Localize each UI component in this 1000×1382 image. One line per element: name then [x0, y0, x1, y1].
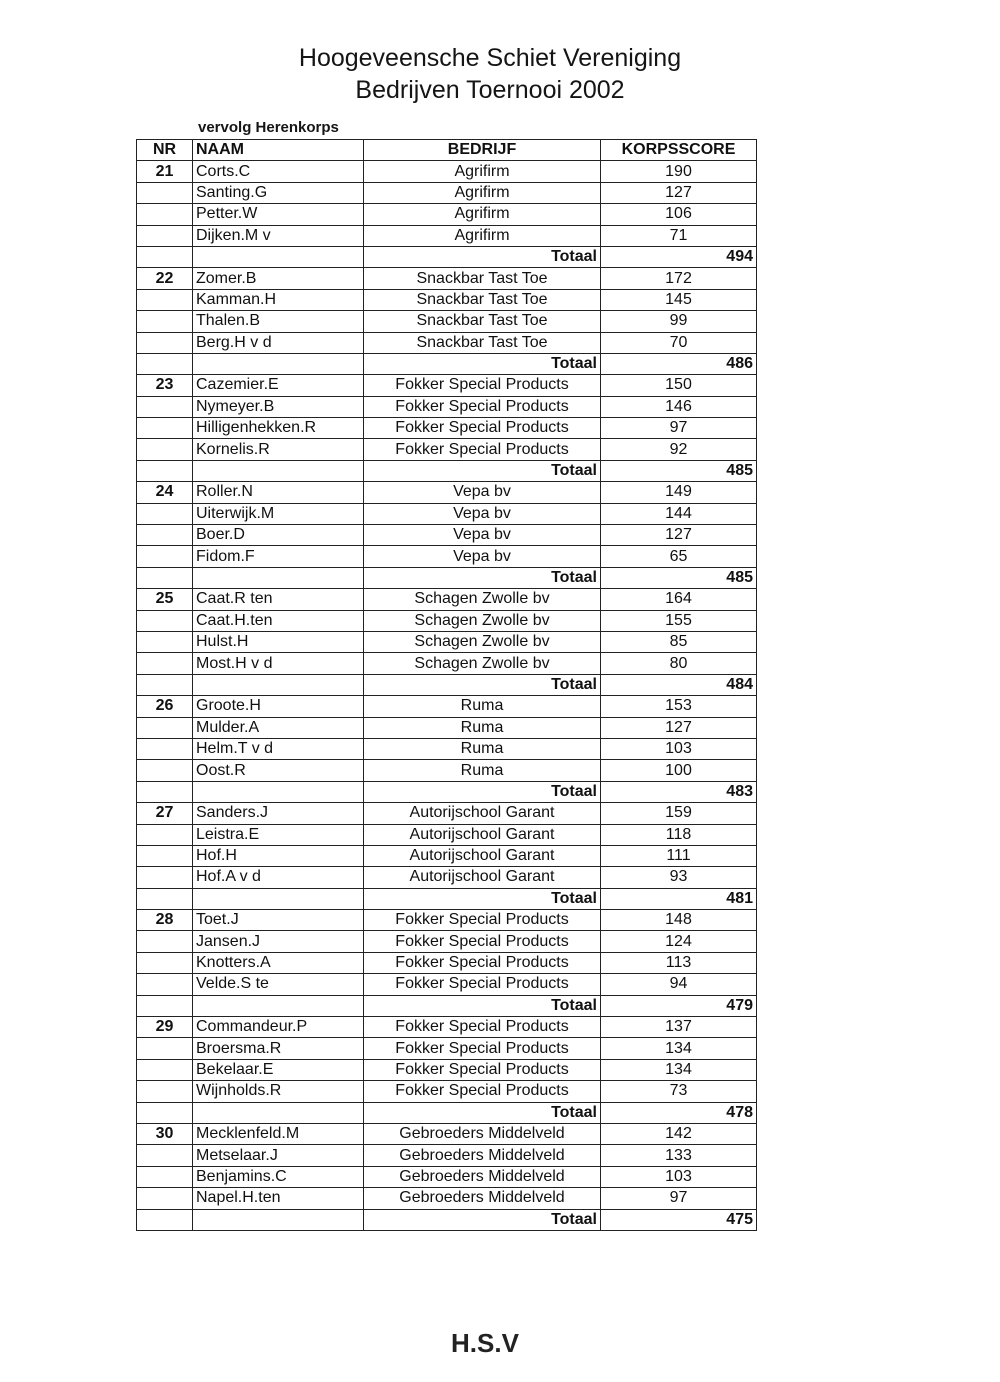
member-name-cell: Petter.W	[193, 204, 364, 225]
team-number-cell	[137, 225, 193, 246]
table-row	[137, 696, 757, 717]
table-row	[137, 482, 757, 503]
table-row	[137, 161, 757, 182]
team-number-cell	[137, 931, 193, 952]
table-row	[137, 952, 757, 973]
total-value: 485	[601, 460, 757, 481]
total-value: 478	[601, 1102, 757, 1123]
table-row	[137, 867, 757, 888]
member-name-cell: Kornelis.R	[193, 439, 364, 460]
company-cell: Vepa bv	[364, 503, 601, 524]
member-name-cell: Groote.H	[193, 696, 364, 717]
table-row	[137, 268, 757, 289]
team-number-cell: 30	[137, 1123, 193, 1144]
empty-cell	[193, 674, 364, 695]
page-title: Hoogeveensche Schiet Vereniging	[298, 44, 682, 72]
column-header-bedrijf: BEDRIJF	[364, 140, 601, 161]
total-label: Totaal	[364, 888, 601, 909]
score-cell: 134	[601, 1038, 757, 1059]
table-row	[137, 589, 757, 610]
member-name-cell: Toet.J	[193, 910, 364, 931]
company-cell: Schagen Zwolle bv	[364, 653, 601, 674]
team-number-cell	[137, 1145, 193, 1166]
team-number-cell	[137, 952, 193, 973]
team-number-cell	[137, 653, 193, 674]
team-number-cell: 26	[137, 696, 193, 717]
team-number-cell	[137, 439, 193, 460]
empty-cell	[137, 781, 193, 802]
table-row	[137, 1017, 757, 1038]
team-number-cell	[137, 867, 193, 888]
company-cell: Snackbar Tast Toe	[364, 268, 601, 289]
company-cell: Snackbar Tast Toe	[364, 289, 601, 310]
table-row	[137, 503, 757, 524]
column-header-nr: NR	[137, 140, 193, 161]
score-cell: 127	[601, 525, 757, 546]
team-number-cell	[137, 503, 193, 524]
table-row	[137, 311, 757, 332]
company-cell: Autorijschool Garant	[364, 803, 601, 824]
table-row	[137, 1145, 757, 1166]
company-cell: Vepa bv	[364, 546, 601, 567]
team-number-cell	[137, 738, 193, 759]
member-name-cell: Broersma.R	[193, 1038, 364, 1059]
total-label: Totaal	[364, 246, 601, 267]
total-label: Totaal	[364, 995, 601, 1016]
empty-cell	[193, 460, 364, 481]
column-header-naam: NAAM	[193, 140, 364, 161]
member-name-cell: Commandeur.P	[193, 1017, 364, 1038]
total-label: Totaal	[364, 781, 601, 802]
score-cell: 146	[601, 396, 757, 417]
table-row	[137, 717, 757, 738]
total-value: 475	[601, 1209, 757, 1230]
company-cell: Gebroeders Middelveld	[364, 1145, 601, 1166]
team-number-cell	[137, 610, 193, 631]
company-cell: Vepa bv	[364, 482, 601, 503]
empty-cell	[193, 1209, 364, 1230]
member-name-cell: Helm.T v d	[193, 738, 364, 759]
member-name-cell: Uiterwijk.M	[193, 503, 364, 524]
total-row	[137, 888, 757, 909]
total-value: 486	[601, 353, 757, 374]
total-label: Totaal	[364, 674, 601, 695]
total-value: 484	[601, 674, 757, 695]
score-cell: 145	[601, 289, 757, 310]
total-row	[137, 674, 757, 695]
member-name-cell: Kamman.H	[193, 289, 364, 310]
team-number-cell	[137, 717, 193, 738]
total-label: Totaal	[364, 1102, 601, 1123]
member-name-cell: Santing.G	[193, 182, 364, 203]
company-cell: Schagen Zwolle bv	[364, 610, 601, 631]
company-cell: Fokker Special Products	[364, 1038, 601, 1059]
score-cell: 80	[601, 653, 757, 674]
column-header-korpsscore: KORPSSCORE	[601, 140, 757, 161]
member-name-cell: Most.H v d	[193, 653, 364, 674]
score-cell: 93	[601, 867, 757, 888]
member-name-cell: Hilligenhekken.R	[193, 418, 364, 439]
company-cell: Snackbar Tast Toe	[364, 332, 601, 353]
table-row	[137, 375, 757, 396]
score-cell: 134	[601, 1059, 757, 1080]
score-cell: 148	[601, 910, 757, 931]
company-cell: Gebroeders Middelveld	[364, 1166, 601, 1187]
table-row	[137, 332, 757, 353]
team-number-cell	[137, 204, 193, 225]
score-cell: 172	[601, 268, 757, 289]
empty-cell	[137, 1209, 193, 1230]
company-cell: Fokker Special Products	[364, 396, 601, 417]
table-row	[137, 1059, 757, 1080]
score-cell: 127	[601, 182, 757, 203]
score-cell: 153	[601, 696, 757, 717]
team-number-cell	[137, 546, 193, 567]
score-cell: 124	[601, 931, 757, 952]
score-cell: 97	[601, 418, 757, 439]
member-name-cell: Mecklenfeld.M	[193, 1123, 364, 1144]
company-cell: Vepa bv	[364, 525, 601, 546]
total-row	[137, 781, 757, 802]
member-name-cell: Boer.D	[193, 525, 364, 546]
total-value: 481	[601, 888, 757, 909]
score-cell: 118	[601, 824, 757, 845]
total-row	[137, 1209, 757, 1230]
table-row	[137, 845, 757, 866]
company-cell: Ruma	[364, 717, 601, 738]
score-cell: 103	[601, 738, 757, 759]
table-body	[137, 161, 757, 1231]
team-number-cell: 24	[137, 482, 193, 503]
score-cell: 137	[601, 1017, 757, 1038]
team-number-cell	[137, 845, 193, 866]
footer-mark: H.S.V	[451, 1328, 519, 1358]
section-label: vervolg Herenkorps	[198, 119, 339, 136]
company-cell: Fokker Special Products	[364, 952, 601, 973]
member-name-cell: Knotters.A	[193, 952, 364, 973]
member-name-cell: Fidom.F	[193, 546, 364, 567]
member-name-cell: Cazemier.E	[193, 375, 364, 396]
empty-cell	[193, 246, 364, 267]
company-cell: Schagen Zwolle bv	[364, 631, 601, 652]
table-row	[137, 738, 757, 759]
score-cell: 127	[601, 717, 757, 738]
empty-cell	[137, 888, 193, 909]
table-row	[137, 760, 757, 781]
member-name-cell: Sanders.J	[193, 803, 364, 824]
member-name-cell: Wijnholds.R	[193, 1081, 364, 1102]
member-name-cell: Leistra.E	[193, 824, 364, 845]
member-name-cell: Corts.C	[193, 161, 364, 182]
table-row	[137, 439, 757, 460]
member-name-cell: Jansen.J	[193, 931, 364, 952]
total-value: 479	[601, 995, 757, 1016]
table-row	[137, 182, 757, 203]
table-row	[137, 525, 757, 546]
score-cell: 103	[601, 1166, 757, 1187]
team-number-cell: 23	[137, 375, 193, 396]
table-row	[137, 803, 757, 824]
total-label: Totaal	[364, 460, 601, 481]
company-cell: Ruma	[364, 738, 601, 759]
company-cell: Schagen Zwolle bv	[364, 589, 601, 610]
scores-table	[136, 139, 757, 1231]
table-row	[137, 546, 757, 567]
company-cell: Fokker Special Products	[364, 418, 601, 439]
team-number-cell: 22	[137, 268, 193, 289]
team-number-cell	[137, 760, 193, 781]
empty-cell	[137, 995, 193, 1016]
table-row	[137, 974, 757, 995]
empty-cell	[137, 674, 193, 695]
team-number-cell	[137, 1059, 193, 1080]
score-cell: 113	[601, 952, 757, 973]
member-name-cell: Roller.N	[193, 482, 364, 503]
total-value: 483	[601, 781, 757, 802]
member-name-cell: Mulder.A	[193, 717, 364, 738]
company-cell: Fokker Special Products	[364, 931, 601, 952]
total-row	[137, 460, 757, 481]
table-row	[137, 610, 757, 631]
member-name-cell: Dijken.M v	[193, 225, 364, 246]
team-number-cell	[137, 525, 193, 546]
member-name-cell: Oost.R	[193, 760, 364, 781]
company-cell: Ruma	[364, 696, 601, 717]
team-number-cell: 29	[137, 1017, 193, 1038]
member-name-cell: Bekelaar.E	[193, 1059, 364, 1080]
empty-cell	[193, 567, 364, 588]
table-row	[137, 824, 757, 845]
table-row	[137, 204, 757, 225]
table-header-row	[137, 140, 757, 161]
empty-cell	[193, 995, 364, 1016]
member-name-cell: Caat.R ten	[193, 589, 364, 610]
score-cell: 144	[601, 503, 757, 524]
score-cell: 99	[601, 311, 757, 332]
member-name-cell: Hof.A v d	[193, 867, 364, 888]
table-row	[137, 653, 757, 674]
total-row	[137, 1102, 757, 1123]
score-cell: 85	[601, 631, 757, 652]
score-cell: 92	[601, 439, 757, 460]
member-name-cell: Zomer.B	[193, 268, 364, 289]
empty-cell	[193, 781, 364, 802]
empty-cell	[193, 353, 364, 374]
company-cell: Fokker Special Products	[364, 1017, 601, 1038]
company-cell: Fokker Special Products	[364, 439, 601, 460]
score-cell: 155	[601, 610, 757, 631]
team-number-cell	[137, 824, 193, 845]
company-cell: Agrifirm	[364, 225, 601, 246]
score-cell: 97	[601, 1188, 757, 1209]
company-cell: Fokker Special Products	[364, 1081, 601, 1102]
table-row	[137, 910, 757, 931]
member-name-cell: Benjamins.C	[193, 1166, 364, 1187]
score-cell: 94	[601, 974, 757, 995]
team-number-cell: 27	[137, 803, 193, 824]
team-number-cell	[137, 1166, 193, 1187]
empty-cell	[137, 1102, 193, 1123]
score-cell: 149	[601, 482, 757, 503]
member-name-cell: Berg.H v d	[193, 332, 364, 353]
member-name-cell: Velde.S te	[193, 974, 364, 995]
team-number-cell	[137, 1081, 193, 1102]
score-cell: 111	[601, 845, 757, 866]
total-value: 494	[601, 246, 757, 267]
score-cell: 133	[601, 1145, 757, 1166]
total-label: Totaal	[364, 1209, 601, 1230]
table-row	[137, 1123, 757, 1144]
score-cell: 65	[601, 546, 757, 567]
company-cell: Fokker Special Products	[364, 375, 601, 396]
company-cell: Gebroeders Middelveld	[364, 1123, 601, 1144]
team-number-cell: 25	[137, 589, 193, 610]
total-value: 485	[601, 567, 757, 588]
member-name-cell: Hof.H	[193, 845, 364, 866]
score-cell: 71	[601, 225, 757, 246]
empty-cell	[137, 246, 193, 267]
team-number-cell	[137, 396, 193, 417]
team-number-cell	[137, 1038, 193, 1059]
company-cell: Fokker Special Products	[364, 910, 601, 931]
team-number-cell	[137, 311, 193, 332]
company-cell: Fokker Special Products	[364, 1059, 601, 1080]
company-cell: Agrifirm	[364, 204, 601, 225]
company-cell: Agrifirm	[364, 182, 601, 203]
table-row	[137, 225, 757, 246]
total-label: Totaal	[364, 567, 601, 588]
team-number-cell	[137, 332, 193, 353]
team-number-cell: 28	[137, 910, 193, 931]
company-cell: Autorijschool Garant	[364, 845, 601, 866]
total-label: Totaal	[364, 353, 601, 374]
score-cell: 73	[601, 1081, 757, 1102]
table-row	[137, 631, 757, 652]
score-cell: 190	[601, 161, 757, 182]
total-row	[137, 353, 757, 374]
score-cell: 164	[601, 589, 757, 610]
company-cell: Autorijschool Garant	[364, 824, 601, 845]
table-row	[137, 289, 757, 310]
member-name-cell: Hulst.H	[193, 631, 364, 652]
team-number-cell	[137, 631, 193, 652]
table-row	[137, 418, 757, 439]
company-cell: Autorijschool Garant	[364, 867, 601, 888]
company-cell: Fokker Special Products	[364, 974, 601, 995]
table-row	[137, 1081, 757, 1102]
total-row	[137, 995, 757, 1016]
score-cell: 150	[601, 375, 757, 396]
member-name-cell: Napel.H.ten	[193, 1188, 364, 1209]
member-name-cell: Thalen.B	[193, 311, 364, 332]
member-name-cell: Metselaar.J	[193, 1145, 364, 1166]
empty-cell	[137, 353, 193, 374]
empty-cell	[137, 567, 193, 588]
empty-cell	[193, 1102, 364, 1123]
total-row	[137, 246, 757, 267]
team-number-cell	[137, 182, 193, 203]
empty-cell	[137, 460, 193, 481]
company-cell: Agrifirm	[364, 161, 601, 182]
company-cell: Ruma	[364, 760, 601, 781]
total-row	[137, 567, 757, 588]
team-number-cell	[137, 289, 193, 310]
empty-cell	[193, 888, 364, 909]
team-number-cell: 21	[137, 161, 193, 182]
table-row	[137, 931, 757, 952]
table-row	[137, 1188, 757, 1209]
score-cell: 106	[601, 204, 757, 225]
table-row	[137, 1038, 757, 1059]
score-cell: 159	[601, 803, 757, 824]
company-cell: Snackbar Tast Toe	[364, 311, 601, 332]
score-cell: 142	[601, 1123, 757, 1144]
table-row	[137, 1166, 757, 1187]
page-subtitle: Bedrijven Toernooi 2002	[355, 76, 625, 104]
score-cell: 70	[601, 332, 757, 353]
score-cell: 100	[601, 760, 757, 781]
member-name-cell: Nymeyer.B	[193, 396, 364, 417]
team-number-cell	[137, 418, 193, 439]
team-number-cell	[137, 1188, 193, 1209]
company-cell: Gebroeders Middelveld	[364, 1188, 601, 1209]
team-number-cell	[137, 974, 193, 995]
member-name-cell: Caat.H.ten	[193, 610, 364, 631]
table-row	[137, 396, 757, 417]
